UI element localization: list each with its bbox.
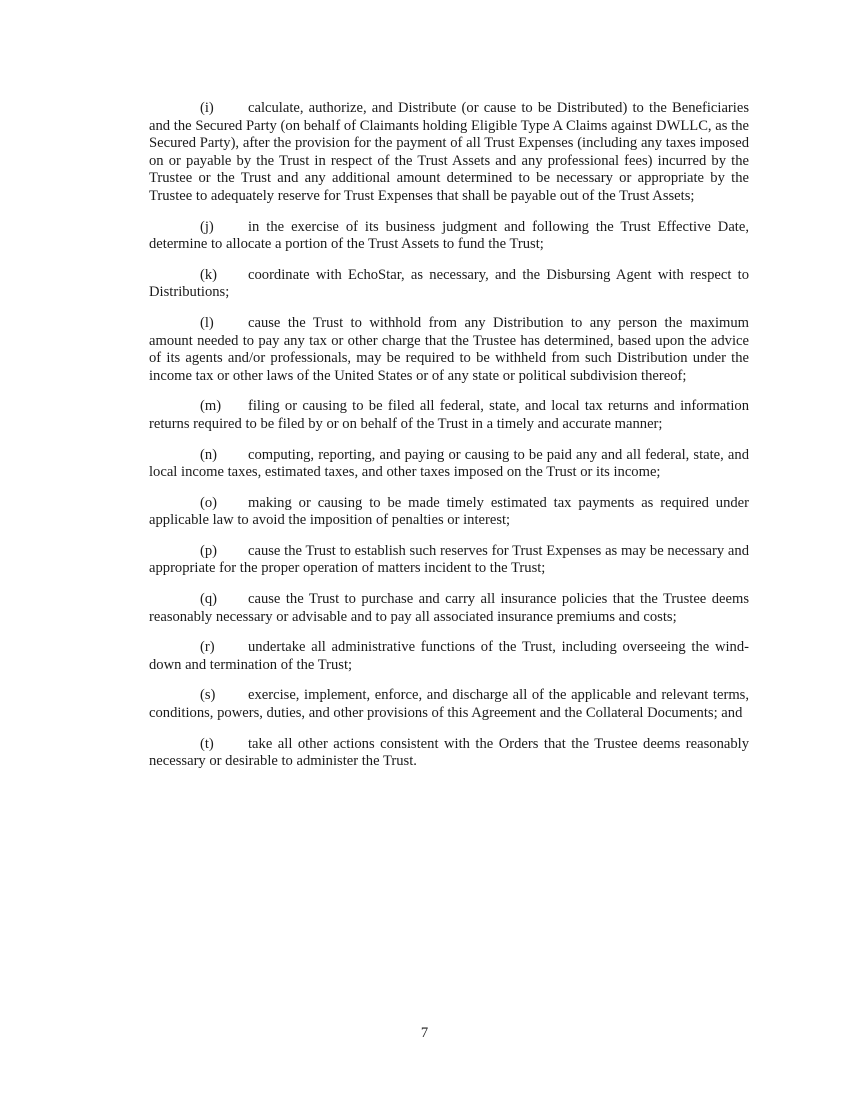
paragraph-n bbox=[149, 447, 749, 482]
paragraph-text: calculate, authorize, and Distribute (or cause to be Distributed) to the Beneficiaries and the Secured Party (on behalf of Claimants holding Eligible Type A Claims against DWLLC, as the Secured Party), after the provision for the payment of all Trust Expenses (including any taxes imposed on or payable by the Trust in respect of the Trust Assets and any professional fees) incurred by the Trustee or the Trust and any additional amount determined to be necessary or appropriate by the Trustee to adequately reserve for Trust Expenses that shall be payable out of the Trust Assets; bbox=[149, 100, 749, 204]
paragraph-k bbox=[149, 267, 749, 302]
paragraph-text: undertake all administrative functions of the Trust, including overseeing the wind-down and termination of the Trust; bbox=[149, 639, 749, 673]
page-number: 7 bbox=[420, 1025, 429, 1041]
paragraph-text: making or causing to be made timely estimated tax payments as required under applicable law to avoid the imposition of penalties or interest; bbox=[149, 494, 749, 529]
paragraph-label: (s) bbox=[200, 687, 216, 704]
paragraph-s bbox=[149, 687, 749, 722]
paragraph-label: (p) bbox=[200, 542, 218, 559]
paragraph-text: take all other actions consistent with the Orders that the Trustee deems reasonably necessary or desirable to administer the Trust. bbox=[149, 735, 749, 770]
paragraph-q bbox=[149, 591, 749, 626]
paragraph-text: exercise, implement, enforce, and discharge all of the applicable and relevant terms, conditions, powers, duties, and other provisions of this Agreement and the Collateral Documents; and bbox=[149, 687, 749, 722]
paragraph-text: computing, reporting, and paying or causing to be paid any and all federal, state, and local income taxes, estimated taxes, and other taxes imposed on the Trust or its income; bbox=[149, 446, 749, 481]
paragraph-text: in the exercise of its business judgment and following the Trust Effective Date, determine to allocate a portion of the Trust Assets to fund the Trust; bbox=[149, 218, 749, 253]
paragraph-p bbox=[149, 543, 749, 578]
paragraph-t bbox=[149, 736, 749, 771]
paragraph-label: (l) bbox=[200, 314, 214, 331]
document-page bbox=[149, 100, 749, 784]
paragraph-i bbox=[149, 100, 749, 206]
paragraph-label: (n) bbox=[200, 446, 218, 463]
paragraph-label: (i) bbox=[200, 100, 214, 116]
paragraph-label: (j) bbox=[200, 218, 214, 235]
paragraph-label: (o) bbox=[200, 494, 218, 511]
paragraph-label: (t) bbox=[200, 735, 214, 752]
paragraph-label: (q) bbox=[200, 591, 218, 608]
paragraph-text: cause the Trust to withhold from any Distribution to any person the maximum amount needed to pay any tax or other charge that the Trustee has determined, based upon the advice of its agents and/or professionals, may be required to be withheld from such Distribution under the income tax or other laws of the United States or of any state or political subdivision thereof; bbox=[149, 314, 749, 384]
paragraph-text: cause the Trust to purchase and carry all insurance policies that the Trustee deems reasonably necessary or advisable and to pay all associated insurance premiums and costs; bbox=[149, 591, 749, 625]
paragraph-m bbox=[149, 398, 749, 433]
paragraph-text: coordinate with EchoStar, as necessary, and the Disbursing Agent with respect to Distributions; bbox=[149, 266, 749, 301]
paragraph-r bbox=[149, 639, 749, 674]
paragraph-label: (k) bbox=[200, 266, 218, 283]
paragraph-o bbox=[149, 495, 749, 530]
paragraph-text: cause the Trust to establish such reserves for Trust Expenses as may be necessary and appropriate for the proper operation of matters incident to the Trust; bbox=[149, 542, 749, 577]
paragraph-text: filing or causing to be filed all federal, state, and local tax returns and information returns required to be filed by or on behalf of the Trust in a timely and accurate manner; bbox=[149, 398, 749, 432]
paragraph-l bbox=[149, 315, 749, 385]
paragraph-label: (m) bbox=[200, 398, 222, 415]
paragraph-label: (r) bbox=[200, 639, 215, 656]
paragraph-j bbox=[149, 219, 749, 254]
